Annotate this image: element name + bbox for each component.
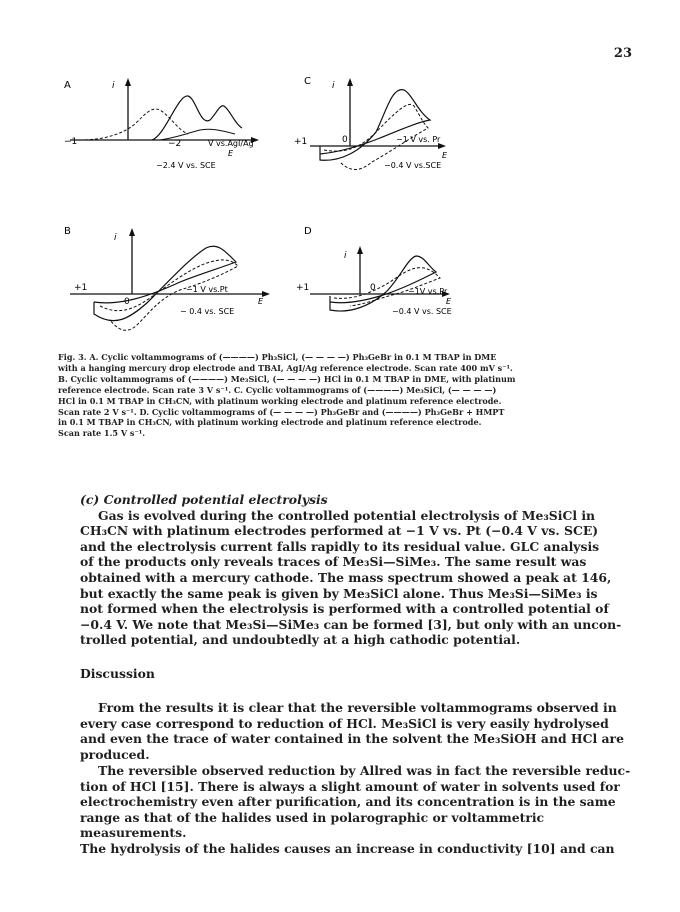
- current-axis-label: i: [332, 81, 335, 91]
- caption-line: HCl in 0.1 M TBAP in CH₃CN, with platinum working electrode and platinum reference electrode.: [58, 395, 502, 406]
- figure-panel-c: [294, 72, 470, 184]
- body-line: The reversible observed reduction by Allred was in fact the reversible reduc-: [98, 763, 631, 778]
- body-line: not formed when the electrolysis is performed with a controlled potential of: [80, 601, 609, 617]
- body-line: tion of HCl [15]. There is always a slight amount of water in solvents used for: [80, 778, 620, 794]
- panel-letter-c: C: [304, 76, 311, 87]
- tick-label-left: +1: [294, 137, 308, 147]
- reference-label: V vs.AgI/Ag: [208, 139, 254, 148]
- tick-label-mid: −2: [168, 139, 182, 149]
- sce-label: −0.4 V vs.SCE: [384, 161, 442, 170]
- caption-line: Fig. 3. A. Cyclic voltammograms of (————) Ph₃SiCl, (— — — —) Ph₃GeBr in 0.1 M TBAP in DME: [58, 352, 497, 362]
- body-line: obtained with a mercury cathode. The mass spectrum showed a peak at 146,: [80, 569, 612, 585]
- panel-letter-a: A: [64, 80, 71, 91]
- current-axis-label: i: [114, 233, 117, 243]
- body-line: every case correspond to reduction of HCl. Me₃SiCl is very easily hydrolysed: [80, 715, 609, 731]
- figure-panel-a: [60, 74, 260, 184]
- voltammogram-d: [296, 222, 470, 346]
- voltammogram-c: [294, 72, 470, 184]
- caption-line: in 0.1 M TBAP in CH₃CN, with platinum working electrode and platinum reference electrode.: [58, 417, 482, 428]
- current-axis-label: i: [344, 251, 347, 261]
- section-controlled-electrolysis: [80, 492, 645, 648]
- caption-line: with a hanging mercury drop electrode and TBAI, AgI/Ag reference electrode. Scan rate 400 mV s⁻¹.: [58, 362, 513, 373]
- sce-label: − 0.4 vs. SCE: [180, 307, 235, 316]
- body-line: From the results it is clear that the reversible voltammograms observed in: [98, 700, 617, 715]
- current-axis-label: i: [112, 81, 115, 91]
- tick-label-zero: 0: [342, 135, 348, 145]
- tick-label-zero: 0: [370, 283, 376, 293]
- sce-label: −2.4 V vs. SCE: [156, 161, 216, 170]
- caption-line: reference electrode. Scan rate 3 V s⁻¹. C. Cyclic voltammograms of (————) Me₃SiCl, (— — — —): [58, 384, 497, 395]
- body-line: and even the trace of water contained in the solvent the Me₃SiOH and HCl are: [80, 731, 624, 747]
- figure-panel-d: [296, 222, 470, 346]
- figure-panel-b: [60, 222, 290, 346]
- tick-label-left: +1: [74, 283, 88, 293]
- section-heading: (c) Controlled potential electrolysis: [80, 492, 328, 507]
- panel-letter-b: B: [64, 226, 71, 237]
- potential-axis-label: E: [442, 151, 448, 160]
- discussion-heading: Discussion: [80, 666, 155, 681]
- tick-label-left: +1: [296, 283, 310, 293]
- body-line: range as that of the halides used in polarographic or voltammetric measurements.: [80, 809, 545, 841]
- tick-label-left: −1: [64, 137, 78, 147]
- voltammogram-b: [60, 222, 290, 346]
- body-line: but exactly the same peak is given by Me₃SiCl alone. Thus Me₃Si—SiMe₃ is: [80, 585, 598, 601]
- caption-line: B. Cyclic voltammograms of (————) Me₃SiCl, (— — — —) HCl in 0.1 M TBAP in DME, with platinum: [58, 373, 516, 384]
- discussion-paragraph-1: [80, 700, 645, 762]
- body-line: electrochemistry even after purification, and its concentration is in the same: [80, 794, 616, 810]
- body-line: trolled potential, and undoubtedly at a high cathodic potential.: [80, 632, 521, 648]
- body-line: CH₃CN with platinum electrodes performed at −1 V vs. Pt (−0.4 V vs. SCE): [80, 523, 599, 539]
- panel-letter-d: D: [304, 226, 312, 237]
- body-line: The hydrolysis of the halides causes an increase in conductivity [10] and can: [80, 840, 615, 856]
- page-number: 23: [613, 46, 632, 61]
- body-line: Gas is evolved during the controlled potential electrolysis of Me₃SiCl in: [98, 507, 596, 523]
- reference-label: −1V vs.Pr: [408, 287, 448, 296]
- caption-line: Scan rate 1.5 V s⁻¹.: [58, 428, 146, 439]
- voltammogram-a: [60, 74, 260, 184]
- body-line: −0.4 V. We note that Me₃Si—SiMe₃ can be formed [3], but only with an uncon-: [80, 616, 622, 632]
- discussion-paragraph-2: [80, 763, 645, 857]
- potential-axis-label: E: [258, 297, 264, 306]
- tick-label-zero: 0: [124, 297, 130, 307]
- potential-axis-label: E: [446, 297, 452, 306]
- sce-label: −0.4 V vs. SCE: [392, 307, 452, 316]
- reference-label: −1 V vs. Pr: [396, 135, 441, 144]
- body-line: and the electrolysis current falls rapidly to its residual value. GLC analysis: [80, 538, 600, 554]
- body-line: produced.: [80, 746, 150, 762]
- potential-axis-label: E: [228, 149, 234, 158]
- figure-caption: [58, 352, 628, 439]
- body-line: of the products only reveals traces of Me₃Si—SiMe₃. The same result was: [80, 554, 587, 570]
- caption-line: Scan rate 2 V s⁻¹. D. Cyclic voltammograms of (— — — —) Ph₃GeBr and (————) Ph₃GeBr + HMPT: [58, 406, 505, 417]
- reference-label: −1 V vs.Pt: [186, 285, 228, 294]
